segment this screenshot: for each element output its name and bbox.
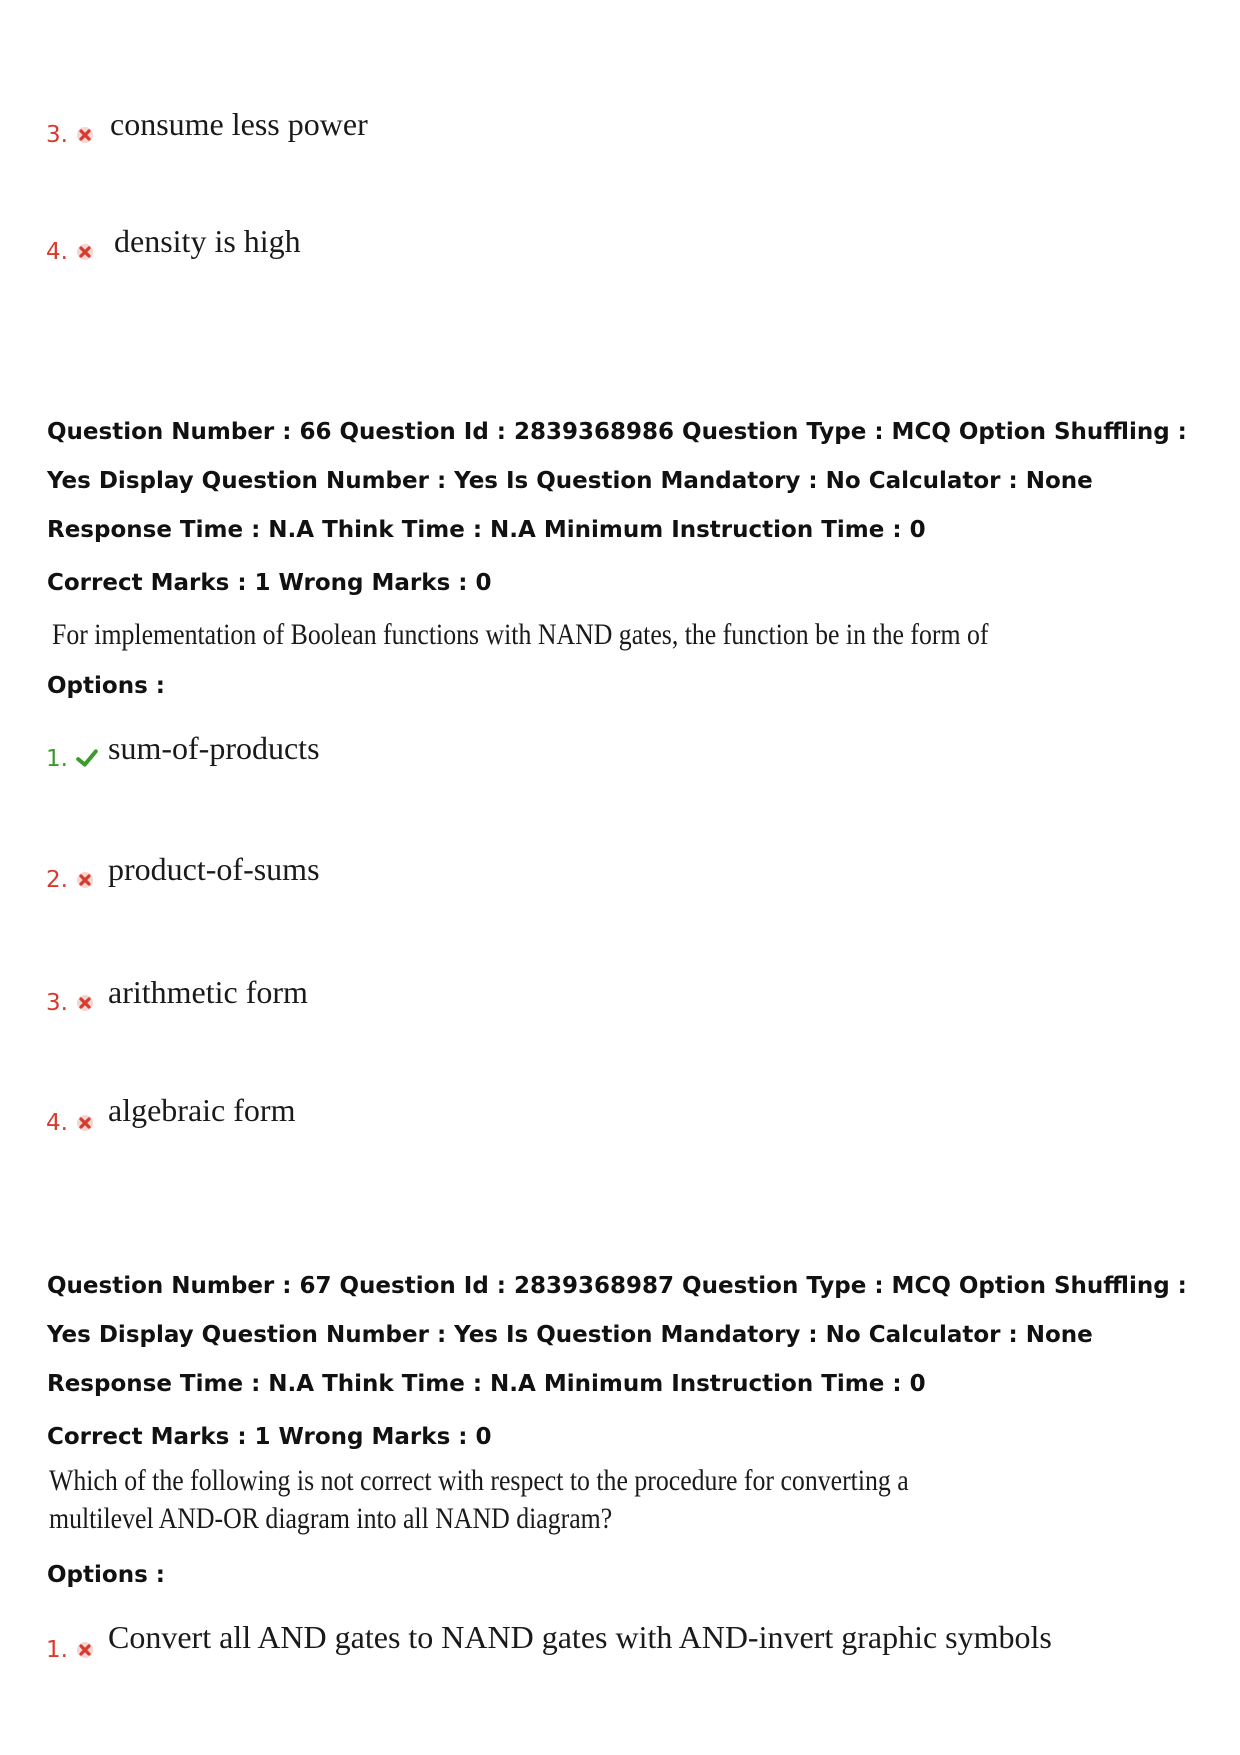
- question-66-marks: Correct Marks : 1 Wrong Marks : 0: [47, 570, 492, 596]
- cross-icon: [76, 243, 94, 261]
- option-number: 2.: [46, 867, 68, 893]
- cross-icon: [76, 1114, 94, 1132]
- question-66-meta: Question Number : 66 Question Id : 2839368986 Question Type : MCQ Option Shuffling : Yes Display Question Number : Yes Is Question Mandatory : No Calculator : None Response Time : N.A Think Time : N.A Minimum Instruction Time : 0: [47, 419, 1187, 543]
- cross-icon: [76, 994, 94, 1012]
- question-67-meta: Question Number : 67 Question Id : 2839368987 Question Type : MCQ Option Shuffling : Yes Display Question Number : Yes Is Question Mandatory : No Calculator : None Response Time : N.A Think Time : N.A Minimum Instruction Time : 0: [47, 1273, 1187, 1397]
- question-66-options-label: Options :: [47, 673, 165, 699]
- question-67-text-line-2: multilevel AND-OR diagram into all NAND diagram?: [49, 1502, 613, 1535]
- option-number: 1.: [46, 746, 68, 772]
- option-text: density is high: [114, 223, 301, 259]
- option-number: 4.: [46, 1110, 68, 1136]
- option-text: algebraic form: [108, 1092, 296, 1128]
- question-66-text: For implementation of Boolean functions with NAND gates, the function be in the form of: [52, 618, 989, 651]
- check-icon: [76, 748, 98, 768]
- cross-icon: [76, 126, 94, 144]
- option-number: 1.: [46, 1637, 68, 1663]
- question-67-marks: Correct Marks : 1 Wrong Marks : 0: [47, 1424, 492, 1450]
- option-text: consume less power: [110, 106, 368, 142]
- option-text: Convert all AND gates to NAND gates with AND-invert graphic symbols: [108, 1619, 1052, 1655]
- option-text: sum-of-products: [108, 730, 320, 766]
- option-number: 3.: [46, 990, 68, 1016]
- question-67-text-line-1: Which of the following is not correct with respect to the procedure for converting a: [49, 1464, 909, 1497]
- question-67-options-label: Options :: [47, 1562, 165, 1588]
- option-text: arithmetic form: [108, 974, 308, 1010]
- cross-icon: [76, 871, 94, 889]
- option-number: 4.: [46, 239, 68, 265]
- option-text: product-of-sums: [108, 851, 320, 887]
- cross-icon: [76, 1641, 94, 1659]
- option-number: 3.: [46, 122, 68, 148]
